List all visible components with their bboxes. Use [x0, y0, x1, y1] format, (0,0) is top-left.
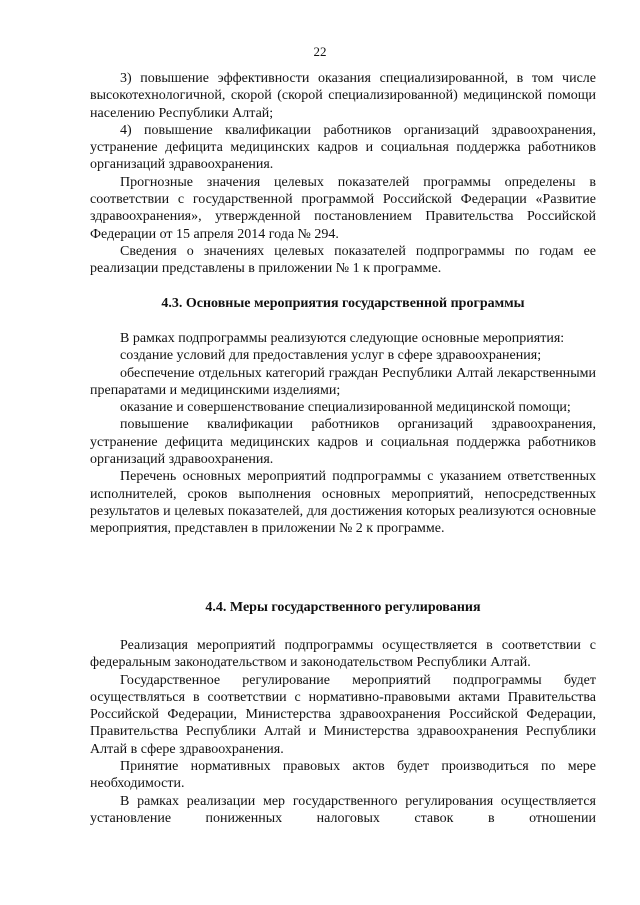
section-4-4-paragraphs	[90, 637, 596, 827]
intro-paragraphs	[90, 70, 596, 278]
paragraph: оказание и совершенствование специализированной медицинской помощи;	[120, 400, 571, 416]
paragraph: 4) повышение квалификации работников организаций здравоохранения, устранение дефицита медицинских кадров и социальная поддержка работников организаций здравоохранения.	[90, 122, 596, 173]
paragraph: В рамках подпрограммы реализуются следующие основные мероприятия:	[120, 331, 565, 346]
section-4-3-paragraphs	[90, 330, 596, 538]
paragraph: 3) повышение эффективности оказания специализированной, в том числе высокотехнологичной, скорой (скорой специализированной) медицинской помощи населению Республики Алтай;	[90, 71, 596, 121]
section-4-3-heading-wrap	[90, 295, 596, 312]
section-heading-4-4: 4.4. Меры государственного регулирования	[205, 600, 481, 615]
paragraph: Сведения о значениях целевых показателей подпрограммы по годам ее реализации представлены в приложении № 1 к программе.	[90, 243, 596, 277]
paragraph: В рамках реализации мер государственного регулирования осуществляется установление пониженных налоговых ставок в отношении	[90, 793, 596, 826]
paragraph: обеспечение отдельных категорий граждан Республики Алтай лекарственными препаратами и медицинскими изделиями;	[90, 365, 596, 398]
paragraph: Принятие нормативных правовых актов будет производиться по мере необходимости.	[90, 759, 596, 792]
paragraph: Прогнозные значения целевых показателей программы определены в соответствии с государственной программой Российской Федерации «Развитие здравоохранения», утвержденной постановлением Правительства Российской Федерации от 15 апреля 2014 года № 294.	[90, 174, 596, 242]
page-number: 22	[313, 44, 327, 59]
paragraph: Перечень основных мероприятий подпрограммы с указанием ответственных исполнителей, сроков выполнения основных мероприятий, непосредственных результатов и целевых показателей, для достижения которых реализуются основные мероприятия, представлен в приложении № 2 к программе.	[90, 469, 596, 537]
paragraph: Государственное регулирование мероприятий подпрограммы будет осуществляться в соответствии с нормативно-правовыми актами Правительства Российской Федерации, Министерства здравоохранения Российской Федерации, Правительства Республики Алтай и Министерства здравоохранения Республики Алтай в сфере здравоохранения.	[90, 672, 596, 757]
paragraph: повышение квалификации работников организаций здравоохранения, устранение дефицита медицинских кадров и социальная поддержка работников организаций здравоохранения.	[90, 417, 596, 468]
paragraph: Реализация мероприятий подпрограммы осуществляется в соответствии с федеральным законодательством и законодательством Республики Алтай.	[90, 638, 596, 671]
section-heading-4-3: 4.3. Основные мероприятия государственной программы	[161, 296, 525, 311]
section-4-4-heading-wrap	[90, 599, 596, 616]
paragraph: создание условий для предоставления услуг в сфере здравоохранения;	[120, 348, 542, 364]
